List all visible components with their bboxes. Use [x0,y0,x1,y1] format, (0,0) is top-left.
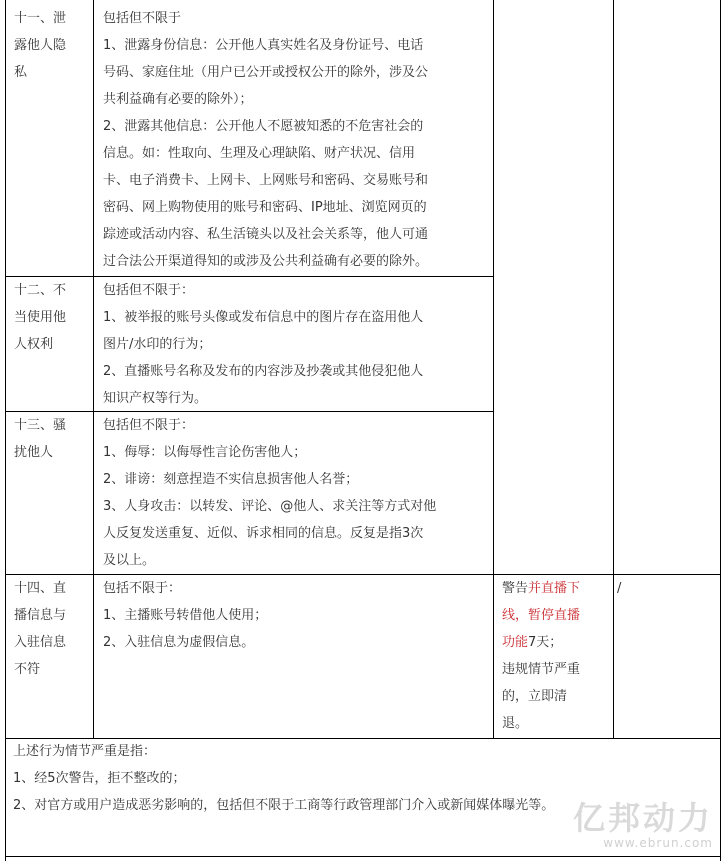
detail-line: 2、泄露其他信息：公开他人不愿被知悉的不危害社会的 [103,119,424,134]
watermark-url: www.ebrun.com [603,836,713,850]
table-border-bottom [5,856,721,857]
category-line: 播信息与 [14,608,67,623]
detail-line: 1、侮辱：以侮辱性言论伤害他人； [103,445,307,460]
table-border-right [720,0,721,861]
detail-line: 包括但不限于 [103,11,182,26]
footer-line: 上述行为情节严重是指： [13,744,157,759]
detail-line: 包括但不限于： [103,283,195,298]
table-border-left [5,0,6,861]
detail-line: 信息。如：性取向、生理及心理缺陷、财产状况、信用 [103,146,416,161]
extra-cell [617,575,717,602]
category-line: 私 [14,65,28,80]
category-line: 当使用他 [14,310,67,325]
penalty-highlight: 线，暂停直播 [502,608,581,623]
detail-line: 1、泄露身份信息：公开他人真实姓名及身份证号、电话 [103,38,424,53]
category-line: 十二、不 [14,283,67,298]
detail-line: 包括不限于： [103,581,182,596]
column-divider [493,0,494,739]
category-cell [14,575,89,683]
detail-line: 过合法公开渠道得知的或涉及公共利益确有必要的除外。 [103,254,429,269]
category-line: 人权利 [14,337,54,352]
penalty-line [502,575,610,602]
footer-line: 1、经5次警告，拒不整改的； [13,771,186,786]
category-line: 扰他人 [14,445,54,460]
category-cell [14,412,89,466]
category-line: 不符 [14,662,41,677]
penalty-cell [502,575,610,737]
penalty-line: 的，立即清 [502,689,568,704]
column-divider [93,0,94,739]
extra-value: / [617,581,622,596]
penalty-text: 警告 [502,581,529,596]
penalty-line: 违规情节严重 [502,662,581,677]
detail-line: 号码、家庭住址（用户已公开或授权公开的除外，涉及公 [103,65,429,80]
detail-line: 包括但不限于： [103,418,195,433]
details-cell [103,412,489,574]
penalty-highlight: 功能 [502,635,529,650]
category-line: 十四、直 [14,581,67,596]
detail-line: 2、直播账号名称及发布的内容涉及抄袭或其他侵犯他人 [103,364,424,379]
category-line: 十三、骚 [14,418,67,433]
category-line: 十一、泄 [14,11,67,26]
detail-line: 3、人身攻击：以转发、评论、@他人、求关注等方式对他 [103,499,437,514]
details-cell [103,277,489,412]
detail-line: 密码、网上购物使用的账号和密码、IP地址、浏览网页的 [103,200,427,215]
watermark [573,800,713,850]
category-line: 入驻信息 [14,635,67,650]
penalty-line [502,629,610,656]
details-cell [103,575,489,656]
detail-line: 卡、电子消费卡、上网卡、上网账号和密码、交易账号和 [103,173,429,188]
column-divider [613,0,614,739]
detail-line: 2、入驻信息为虚假信息。 [103,635,255,650]
detail-line: 知识产权等行为。 [103,391,208,406]
category-line: 露他人隐 [14,38,67,53]
detail-line: 及以上。 [103,553,156,568]
penalty-highlight: 并直播下 [528,581,581,596]
details-cell [103,5,489,275]
detail-line: 2、诽谤：刻意捏造不实信息损害他人名誉； [103,472,359,487]
detail-line: 图片/水印的行为； [103,337,212,352]
penalty-text: 7天； [528,635,563,650]
watermark-logo: 亿邦动力 [572,799,713,837]
detail-line: 人反复发送重复、近似、诉求相同的信息。反复是指3次 [103,526,424,541]
detail-line: 踪迹或活动内容、私生活镜头以及社会关系等，他人可通 [103,227,429,242]
footer-line: 2、对官方或用户造成恶劣影响的，包括但不限于工商等行政管理部门介入或新闻媒体曝光等。 [13,798,555,813]
detail-line: 1、被举报的账号头像或发布信息中的图片存在盗用他人 [103,310,424,325]
detail-line: 共利益确有必要的除外）； [103,92,253,107]
detail-line: 1、主播账号转借他人使用； [103,608,268,623]
penalty-line: 退。 [502,716,529,731]
category-cell [14,5,89,86]
category-cell [14,277,89,358]
